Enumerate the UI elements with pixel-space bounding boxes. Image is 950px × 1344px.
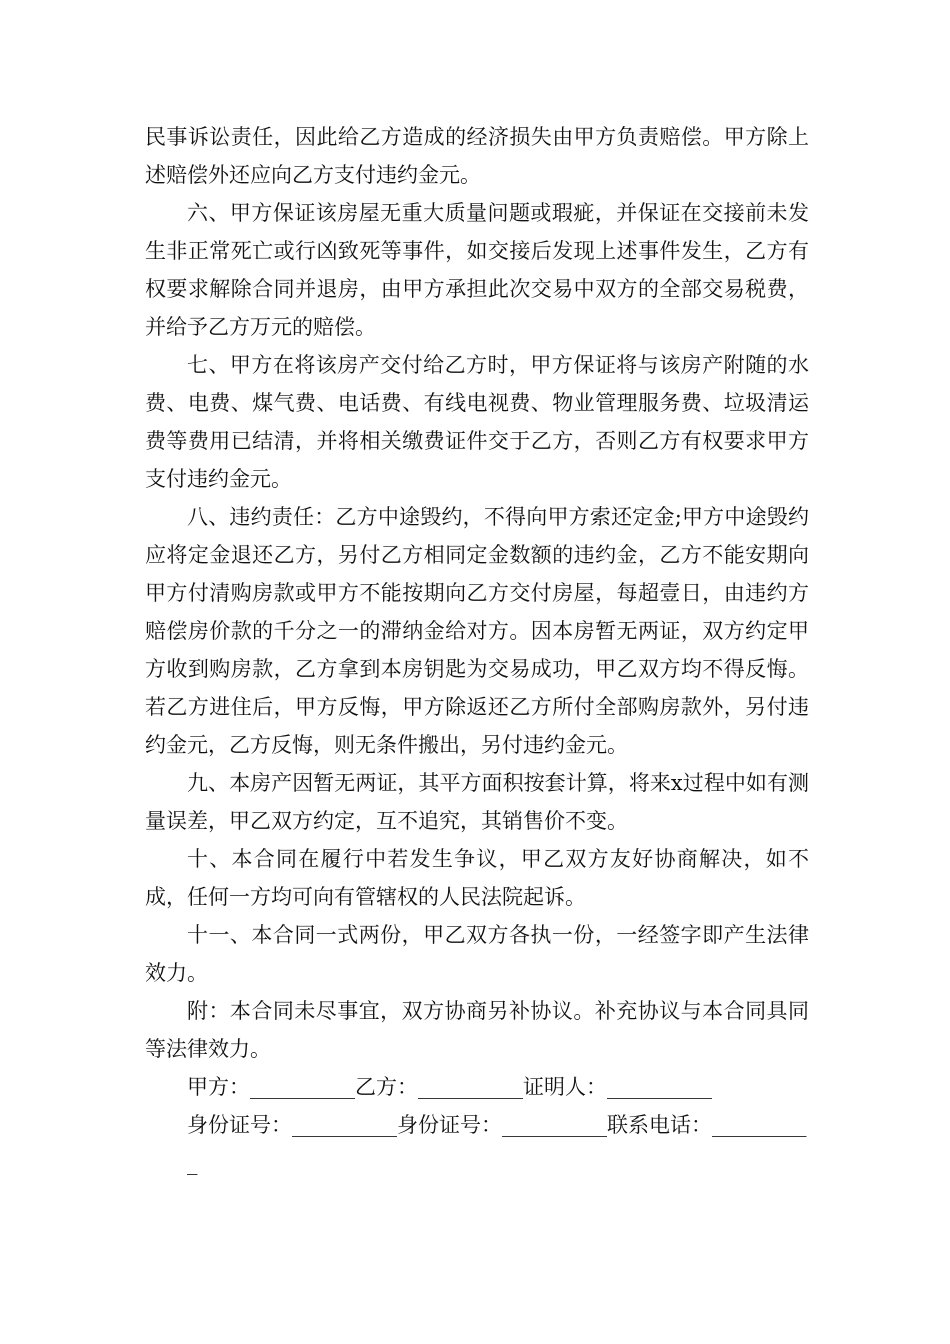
paragraph-clause-6: 六、甲方保证该房屋无重大质量问题或瑕疵，并保证在交接前未发生非正常死亡或行凶致死等事件，如交接后发现上述事件发生，乙方有权要求解除合同并退房，由甲方承担此次交易中双方的全部交易税费，并给予乙方万元的赔偿。 <box>145 201 809 339</box>
paragraph-appendix: 附：本合同未尽事宜，双方协商另补协议。补充协议与本合同具同等法律效力。 <box>145 999 809 1061</box>
paragraph-clause-10: 十、本合同在履行中若发生争议，甲乙双方友好协商解决，如不成，任何一方均可向有管辖权的人民法院起诉。 <box>145 847 809 909</box>
paragraph-clause-8: 八、违约责任：乙方中途毁约，不得向甲方索还定金;甲方中途毁约应将定金退还乙方，另付乙方相同定金数额的违约金，乙方不能安期向甲方付清购房款或甲方不能按期向乙方交付房屋，每超壹日，由违约方赔偿房价款的千分之一的滞纳金给对方。因本房暂无两证，双方约定甲方收到购房款，乙方拿到本房钥匙为交易成功，甲乙双方均不得反悔。若乙方进住后，甲方反悔，甲方除返还乙方所付全部购房款外，另付违约金元，乙方反悔，则无条件搬出，另付违约金元。 <box>145 505 809 757</box>
paragraph-continuation: 民事诉讼责任，因此给乙方造成的经济损失由甲方负责赔偿。甲方除上述赔偿外还应向乙方支付违约金元。 <box>145 125 809 187</box>
document-body <box>145 118 809 1182</box>
signature-line-id-numbers: 身份证号：__________身份证号：__________联系电话：__________ <box>187 1113 807 1175</box>
paragraph-clause-11: 十一、本合同一式两份，甲乙双方各执一份，一经签字即产生法律效力。 <box>145 923 809 985</box>
paragraph-clause-7: 七、甲方在将该房产交付给乙方时，甲方保证将与该房产附随的水费、电费、煤气费、电话费、有线电视费、物业管理服务费、垃圾清运费等费用已结清，并将相关缴费证件交于乙方，否则乙方有权要求甲方支付违约金元。 <box>145 353 809 491</box>
paragraph-clause-9: 九、本房产因暂无两证，其平方面积按套计算，将来x过程中如有测量误差，甲乙双方约定，互不追究，其销售价不变。 <box>145 771 809 833</box>
signature-line-parties: 甲方：__________乙方：__________证明人：__________ <box>187 1075 712 1099</box>
